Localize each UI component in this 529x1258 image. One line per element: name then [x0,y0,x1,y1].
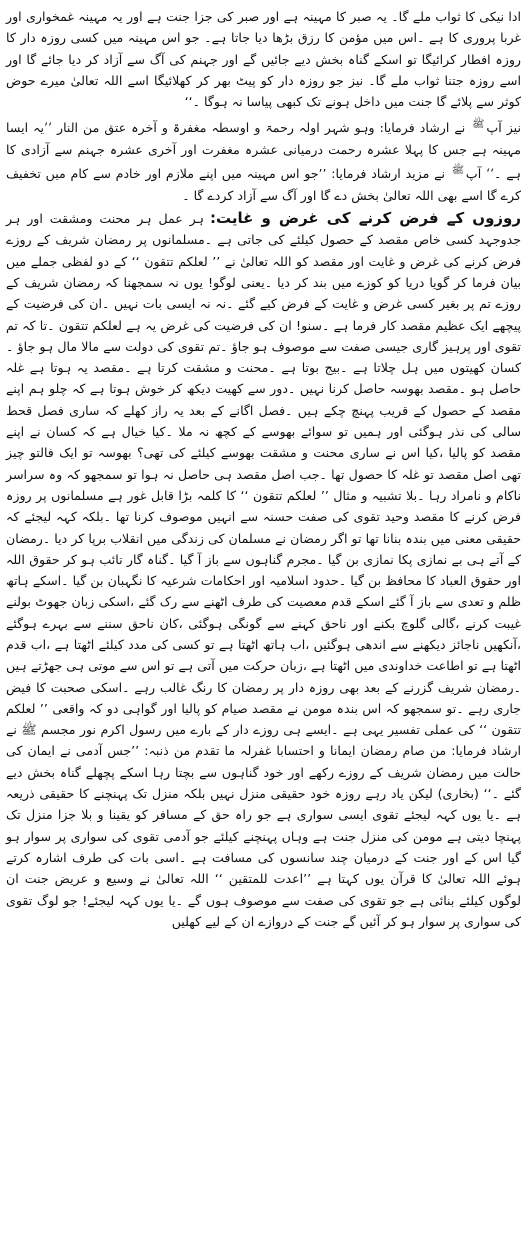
paragraph-intro [6,6,521,112]
section-heading: روزوں کے فرض کرنے کی غرض و غایت: [210,209,522,228]
salawat-icon: ﷺ [472,119,485,131]
hadith-post-text: نے مزید ارشاد فرمایا: ’’جو اس مہینہ میں اپنے ملازم اور خادم سے کام میں تخفیف کرے گا اسے بھی اللہ تعالیٰ بخش دے گا اور آگ سے آزاد کردے گا ۔ [6,166,521,203]
salawat-icon-2: ﷺ [451,165,464,177]
hadith-mid-text: نے ارشاد فرمایا: وہو شہر اولہ رحمۃ و اوسطہ مغفرۃ و آخرہ عتق من النار ’’یہ ایسا مہینہ ہے جس کا پہلا عشرہ رحمت درمیانی عشرہ مغفرت اور آخری عشرہ جہنم سے آزادی کا ہے ۔‘‘ آپ [6,120,521,182]
hadith-pre-text: نیز آپ [486,120,521,136]
paragraph-intro-text: ادا نیکی کا ثواب ملے گا۔ یہ صبر کا مہینہ ہے اور صبر کی جزا جنت ہے اور یہ مہینہ غمخواری اور غربا پروری کا ہے ۔اس میں مؤمن کا رزق بڑھا دیا جاتا ہے۔ جو اس مہینہ میں کسی روزہ دار کا روزہ افطار کرائیگا تو اسکے گناہ بخش دیے جائیں گے اور جہنم کی آگ سے آزاد کر دیا جائے گا اور اسے روزہ جتنا ثواب ملے گا۔ نیز جو روزہ دار کو پیٹ بھر کر کھلائیگا اسے اللہ تعالیٰ میرے حوض کوثر سے پلائے گا جنت میں داخل ہونے تک کبھی پیاسا نہ ہوگا ۔‘‘ [6,9,521,110]
paragraph-hadith [6,114,521,206]
paragraph-purpose-text: ہر عمل ہر محنت ومشقت اور ہر جدوجہد کسی خاص مقصد کے حصول کیلئے کی جاتی ہے ۔مسلمانوں پر رمضان شریف کے روزے فرض کرنے کی غرض و غایت اور مقصد کو اللہ تعالیٰ نے ’’ لعلکم تتقون ‘‘ کے دو لفظی جملے میں بیان فرما کر گویا دریا کو کوزے میں بند کر دیا ۔یعنی لوگو! یوں نہ سمجھنا کہ رمضان شریف کے روزے تم پر بغیر کسی غرض و غایت کے فرض کیے گئے ۔نہ نہ ایسی بات نہیں ۔ان کی فرضیت کے پیچھے ایک عظیم مقصد کار فرما ہے ۔سنو! ان کی فرضیت کی غرض یہ ہے لعلکم تتقون ۔تا کہ تم تقوی اور پرہیز گاری جیسی صفت سے موصوف ہو جاؤ ۔تم تقوی کی دولت سے مالا مال ہو جاؤ ۔کسان کھیتوں میں ہل چلاتا ہے ۔بیج بوتا ہے ۔محنت و مشقت کرتا ہے ۔مقصد یہ ہوتا ہے غلہ حاصل ہو ۔مقصد بھوسہ حاصل کرنا نہیں ۔دور سے کھیت دیکھ کر خوش ہوتا ہے کہ چلو ہم اپنے مقصد کے حصول کے قریب پہنچ چکے ہیں ۔فصل اگانے کے بعد یہ راز کھلے کہ ساری فصل قحط سالی کی نذر ہوگئی اور ہمیں تو سوائے بھوسے کے کچھ نہ ملا ۔کیا خیال ہے کہ کسان نے اپنے مقصد کو پالیا ،کیا اس نے ساری محنت و مشقت بھوسے کیلئے کی تھی؟ بھوسہ تو ایک فالتو چیز تھی اصل مقصد تو غلہ کا حصول تھا ۔جب اصل مقصد ہی حاصل نہ ہوا تو سمجھو کہ وہ سراسر ناکام و نامراد رہا ۔بلا تشبیہ و مثال ’’ لعلکم تتقون ‘‘ کا کلمہ بڑا قابل غور ہے مسلمانوں پر روزہ فرض کرنے کا مقصد وحید تقوی کی صفت حسنہ سے انہیں موصوف کرنا تھا ۔بلکہ کہہ لیجئے کہ حقیقی معنی میں بندہ بنانا تھا تو اگر رمضان نے مسلمان کی زندگی میں انقلاب برپا کر دیا ۔رمضان کے آتے ہی بے نمازی پکا نمازی بن گیا ۔مجرم گناہوں سے باز آ گیا ۔گناہ گار تائب ہو کر حقوق اللہ اور حقوق العباد کا محافظ بن گیا ۔حدود اسلامیہ اور احکامات شرعیہ کا نگہبان بن گیا ۔اسکے ہاتھ ظلم و تعدی سے باز آ گئے اسکے قدم معصیت کی طرف اٹھنے سے رک گئے ،اسکی زبان جھوٹ بولنے غیبت کرنے ،گالی گلوچ بکنے اور ناحق کہنے سے گونگی ہوگئی ،کان ناحق سننے سے بہرے ہوگئے ،آنکھیں ناجائز دیکھنے سے اندھی ہوگئیں ،اب ہاتھ اٹھتا ہے تو کسی کی مدد کیلئے اٹھتا ہے ،اب قدم اٹھتا ہے تو اطاعت خداوندی میں اٹھتا ہے ،زبان حرکت میں آتی ہے تو اس سے موتی ہی جھڑتے ہیں ۔رمضان شریف گزرنے کے بعد بھی روزہ دار پر رمضان کا رنگ غالب رہے ۔اسکی صحبت کا فیض جاری رہے ۔تو سمجھو کہ اس بندہ مومن نے مقصد صیام کو پالیا اور گواہی دو کہ واقعی ’’ لعلکم تتقون ‘‘ کی عملی تفسیر یہی ہے ۔ایسے ہی روزے دار کے بارے میں رسول اکرم نور مجسم ﷺ نے ارشاد فرمایا: من صام رمضان ایمانا و احتسابا غفرلہ ما تقدم من ذنبہ: ’’جس آدمی نے ایمان کی حالت میں رمضان شریف کے روزے رکھے اور خود گناہوں سے بچتا رہا اسکے پچھلے گناہ بخش دیے گئے ۔‘‘ (بخاری) لیکن یاد رہے روزہ خود حقیقی منزل نہیں بلکہ منزل تک پہنچنے کا حقیقی ذریعہ ہے ۔یا یوں کہہ لیجئے تقوی ایسی سواری ہے جو راہ حق کے مسافر کو یقینا و بلا جزا منزل تک پہنچا دیتی ہے مومن کی منزل جنت ہے وہاں پہنچنے کیلئے جو آدمی تقوی کی سواری پر سوار ہو گیا اس کے اور جنت کے درمیان چند سانسوں کی مسافت ہے ۔اسی بات کی طرف اشارہ کرتے ہوئے اللہ تعالیٰ کا قرآن یوں کہتا ہے ’’اعدت للمتقین ‘‘ اللہ تعالیٰ نے وسیع و عریض جنت ان لوگوں کیلئے بنائی ہے جو تقوی کی صفت سے موصوف ہوں گے ۔یا یوں کہہ لیجئے! جو لوگ تقوی کی سواری پر سوار ہو کر آئیں گے جنت کے دروازے ان کے لیے کھلیں [6,211,521,929]
paragraph-purpose [6,208,521,932]
